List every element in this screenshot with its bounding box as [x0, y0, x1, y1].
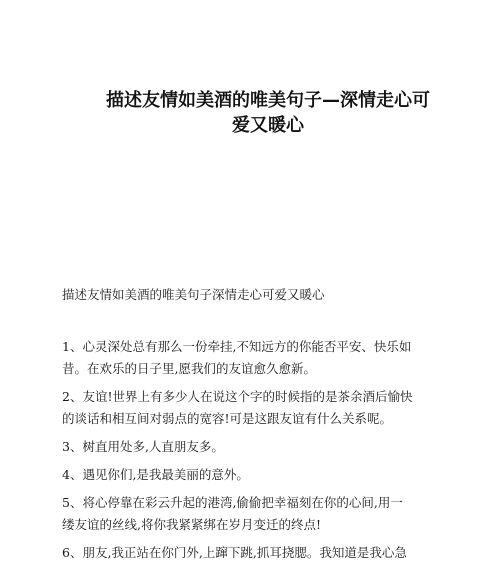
document-body — [62, 336, 452, 570]
document-subtitle: 描述友情如美酒的唯美句子深情走心可爱又暖心 — [62, 287, 325, 302]
paragraph-line: 昔。在欢乐的日子里,愿我们的友谊愈久愈新。 — [62, 361, 316, 376]
paragraph-line: 缕友谊的丝线,将你我紧紧绑在岁月变迁的终点! — [62, 517, 321, 532]
paragraph-line: 5、将心停靠在彩云升起的港湾,偷偷把幸福刻在你的心间,用一 — [62, 495, 403, 510]
title-line: 描述友情如美酒的唯美句子—深情走心可 — [106, 90, 430, 111]
document-title — [82, 88, 454, 138]
paragraph-line: 4、遇见你们,是我最美丽的意外。 — [62, 467, 249, 482]
title-line: 爱又暖心 — [232, 115, 304, 136]
paragraph-line: 6、朋友,我正站在你门外,上蹿下跳,抓耳挠腮。我知道是我心急 — [62, 545, 407, 560]
paragraph-3 — [62, 436, 452, 458]
paragraph-line: 3、树直用处多,人直朋友多。 — [62, 439, 224, 454]
paragraph-6 — [62, 542, 452, 564]
paragraph-line: 的谈话和相互间对弱点的宽容!可是这跟友谊有什么关系呢。 — [62, 411, 393, 426]
paragraph-4 — [62, 464, 452, 486]
paragraph-1 — [62, 336, 452, 380]
paragraph-line: 1、心灵深处总有那么一份牵挂,不知远方的你能否平安、快乐如 — [62, 339, 412, 354]
paragraph-5 — [62, 492, 452, 536]
paragraph-2 — [62, 386, 452, 430]
paragraph-line: 2、友谊!世界上有多少人在说这个字的时候指的是茶余酒后愉快 — [62, 389, 413, 404]
